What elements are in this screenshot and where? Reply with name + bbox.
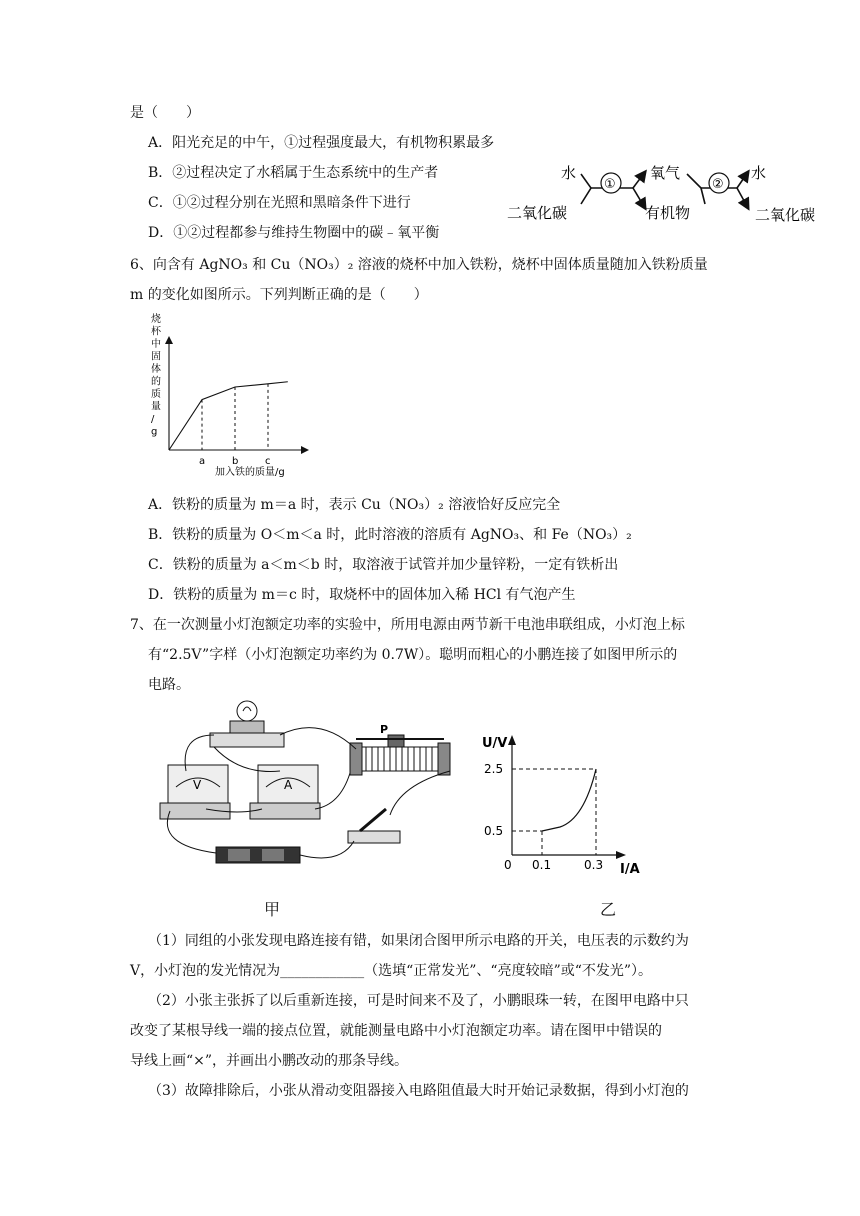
fig-caption-yi: 乙 (600, 900, 617, 919)
label-water-out: 水 (751, 164, 767, 182)
ammeter-label: A (284, 778, 293, 792)
fig-caption-jia: 甲 (264, 900, 281, 919)
ui-xtick-0: 0 (504, 858, 512, 872)
y-label-char: 体 (151, 364, 161, 375)
q7-stem-line2: 有“2.5V”字样（小灯泡额定功率约为 0.7W）。聪明而粗心的小鹏连接了如图甲所示的 (148, 647, 678, 663)
q7-sub1-line1: （1）同组的小张发现电路连接有错，如果闭合图甲所示电路的开关，电压表的示数约为 (148, 933, 689, 949)
label-co2-out: 二氧化碳 (755, 206, 816, 224)
q5-option-d: D．①②过程都参与维持生物圈中的碳﹣氧平衡 (148, 225, 440, 241)
chart-y-label (151, 312, 162, 438)
q6-option-b: B．铁粉的质量为 O＜m＜a 时，此时溶液的溶质有 AgNO₃、和 Fe（NO₃）₂ (148, 527, 632, 543)
q7-sub3-line1: （3）故障排除后，小张从滑动变阻器接入电路阻值最大时开始记录数据，得到小灯泡的 (148, 1083, 689, 1099)
q6-mass-chart (145, 310, 325, 480)
circuit-diagram-jia (150, 695, 460, 875)
ui-graph-yi (480, 715, 650, 880)
y-label-char: / (151, 414, 155, 425)
q7-sub2-line1: （2）小张主张拆了以后重新连接，可是时间来不及了，小鹏眼珠一转，在图甲电路中只 (148, 993, 689, 1009)
y-label-char: 量 (151, 401, 161, 413)
ui-y-axis-label: U/V (482, 736, 508, 751)
q5-option-c: C．①②过程分别在光照和黑暗条件下进行 (148, 195, 411, 211)
chart-x-label: 加入铁的质量/g (215, 467, 285, 478)
y-label-char: 烧 (151, 314, 161, 325)
ui-x-axis-label: I/A (620, 862, 640, 877)
y-label-char: 固 (151, 351, 161, 363)
y-label-char: g (151, 426, 158, 438)
ui-ytick-05: 0.5 (484, 824, 504, 838)
y-label-char: 杯 (151, 326, 161, 338)
x-tick-b: b (232, 456, 239, 467)
ui-xtick-01: 0.1 (532, 858, 552, 872)
y-label-char: 质 (151, 389, 161, 400)
q6-stem-line2: m 的变化如图所示。下列判断正确的是（ ） (130, 287, 428, 303)
ui-xtick-03: 0.3 (584, 858, 604, 872)
y-label-char: 中 (151, 339, 161, 350)
label-water-in: 水 (561, 164, 577, 182)
q6-option-a: A．铁粉的质量为 m＝a 时，表示 Cu（NO₃）₂ 溶液恰好反应完全 (148, 497, 561, 513)
label-co2-in: 二氧化碳 (507, 204, 568, 222)
q7-sub1-line2: V，小灯泡的发光情况为____________（选填“正常发光”、“亮度较暗”或“不发光”）。 (130, 963, 653, 979)
y-label-char: 的 (151, 376, 161, 388)
q6-option-d: D．铁粉的质量为 m＝c 时，取烧杯中的固体加入稀 HCl 有气泡产生 (148, 587, 576, 603)
q7-stem-line3: 电路。 (148, 677, 190, 693)
label-organic: 有机物 (645, 204, 691, 222)
x-tick-a: a (199, 456, 206, 467)
bulb-icon (237, 701, 257, 721)
q5-option-a: A．阳光充足的中午，①过程强度最大，有机物积累最多 (148, 135, 495, 151)
q6-stem-line1: 6、向含有 AgNO₃ 和 Cu（NO₃）₂ 溶液的烧杯中加入铁粉，烧杯中固体质量随加入铁粉质量 (130, 257, 708, 273)
ui-curve (542, 769, 596, 831)
label-oxygen: 氧气 (650, 164, 681, 182)
q5-stem-tail: 是（ ） (130, 105, 200, 121)
step-1-marker: ① (604, 177, 616, 192)
q7-sub2-line3: 导线上画“×”，并画出小鹏改动的那条导线。 (130, 1053, 409, 1069)
q6-option-c: C．铁粉的质量为 a＜m＜b 时，取溶液于试管并加少量锌粉，一定有铁析出 (148, 557, 619, 573)
q7-stem-line1: 7、在一次测量小灯泡额定功率的实验中，所用电源由两节新干电池串联组成，小灯泡上标 (130, 617, 685, 633)
q5-option-b: B．②过程决定了水稻属于生态系统中的生产者 (148, 165, 439, 181)
slider-label: P (380, 723, 389, 736)
photosynthesis-respiration-diagram (505, 160, 825, 230)
voltmeter-label: V (193, 778, 202, 792)
q7-sub2-line2: 改变了某根导线一端的接点位置，就能测量电路中小灯泡额定功率。请在图甲中错误的 (130, 1023, 662, 1039)
x-tick-c: c (265, 456, 271, 467)
q6-series-line (169, 382, 288, 450)
ui-ytick-25: 2.5 (484, 762, 504, 776)
step-2-marker: ② (712, 177, 724, 192)
